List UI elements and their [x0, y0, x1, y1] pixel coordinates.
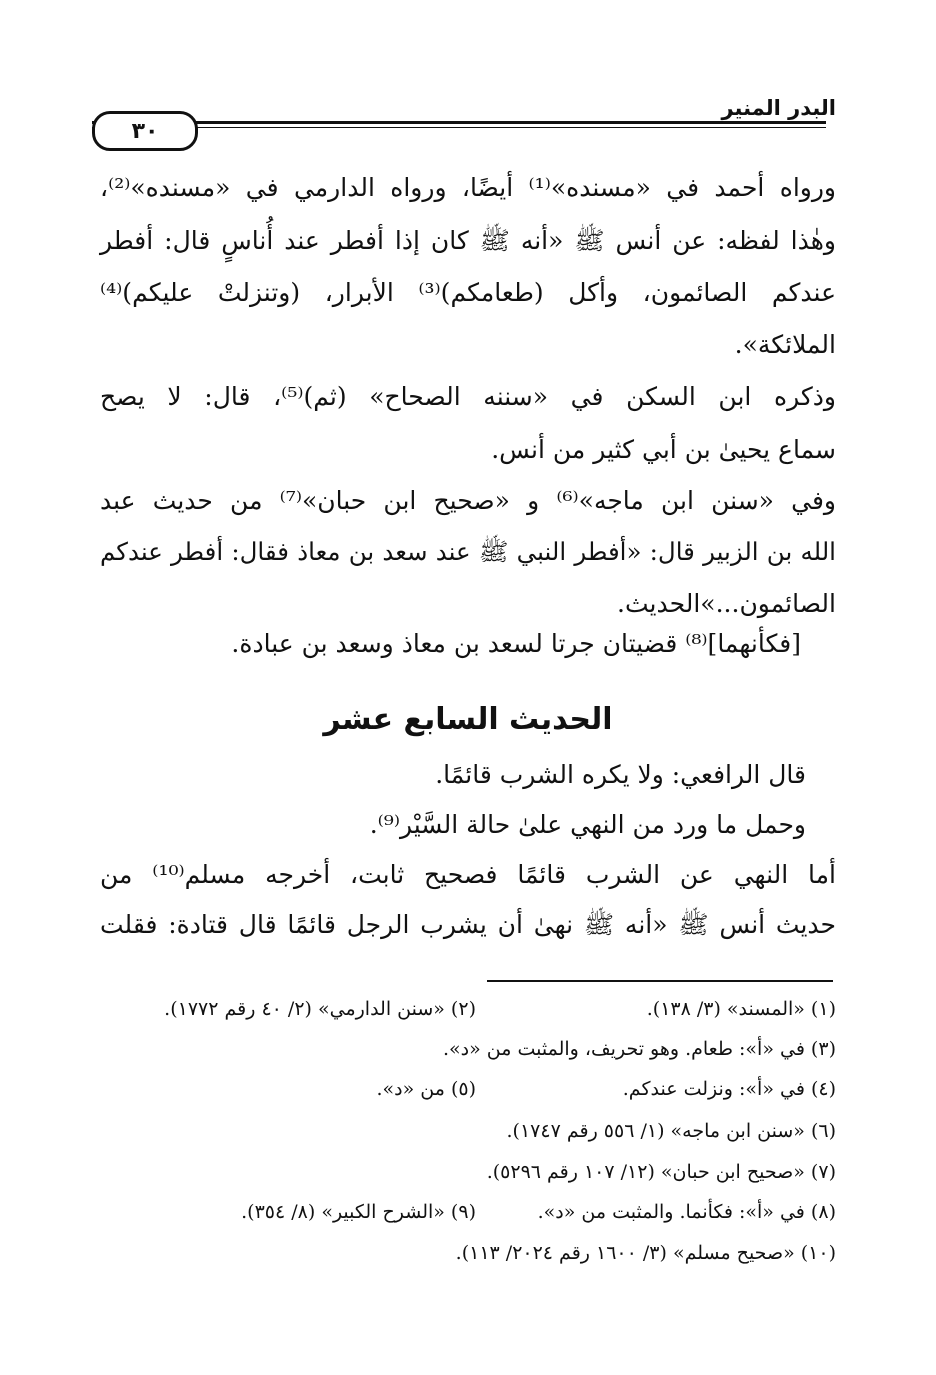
body-line: وفي «سنن ابن ماجه»⁽⁶⁾ و «صحيح ابن حبان»⁽⁷⁾ من حديث عبد: [100, 486, 836, 515]
body-line: حديث أنس ﷺ «أنه ﷺ نهىٰ أن يشرب الرجل قائمًا قال قتادة: فقلت: [100, 910, 836, 939]
footnote: (١٠) «صحيح مسلم» (٣/ ١٦٠٠ رقم ٢٠٢٤/ ١١٣).: [455, 1242, 836, 1264]
body-line: عندكم الصائمون، وأكل (طعامكم)⁽³⁾ الأبرار، (وتنزلتْ عليكم)⁽⁴⁾: [100, 278, 836, 307]
footnote: (٣) في «أ»: طعام. وهو تحريف، والمثبت من «د».: [443, 1038, 836, 1060]
body-line: [فكأنهما]⁽⁸⁾ قضيتان جرتا لسعد بن معاذ وسعد بن عبادة.: [231, 629, 801, 658]
header-rule-thin: [92, 127, 826, 128]
body-line: الله بن الزبير قال: «أفطر النبي ﷺ عند سعد بن معاذ فقال: أفطر عندكم: [100, 537, 836, 566]
body-line: وذكره ابن السكن في «سننه الصحاح» (ثم)⁽⁵⁾، قال: لا يصح: [100, 382, 836, 411]
body-line: أما النهي عن الشرب قائمًا فصحيح ثابت، أخرجه مسلم⁽¹⁰⁾ من: [100, 860, 836, 889]
footnote: (٤) في «أ»: ونزلت عندكم.: [622, 1078, 836, 1100]
footnote: (٦) «سنن ابن ماجه» (١/ ٥٥٦ رقم ١٧٤٧).: [506, 1120, 836, 1142]
body-line: وهٰذا لفظه: عن أنس ﷺ «أنه ﷺ كان إذا أفطر عند أُناسٍ قال: أفطر: [100, 226, 836, 255]
footnote: (٢) «سنن الدارمي» (٢/ ٤٠ رقم ١٧٧٢).: [164, 998, 476, 1020]
body-line: ورواه أحمد في «مسنده»⁽¹⁾ أيضًا، ورواه الدارمي في «مسنده»⁽²⁾،: [100, 173, 836, 202]
running-title: البدر المنير: [721, 96, 836, 120]
body-line: وحمل ما ورد من النهي علىٰ حالة السَّيْر⁽⁹⁾.: [369, 810, 806, 839]
body-line: سماع يحيىٰ بن أبي كثير من أنس.: [491, 435, 836, 464]
footnote: (٨) في «أ»: فكأنما. والمثبت من «د».: [537, 1201, 836, 1223]
body-line: الصائمون...»الحديث.: [617, 589, 836, 618]
body-line: قال الرافعي: ولا يكره الشرب قائمًا.: [435, 760, 806, 789]
header-rule: [92, 121, 826, 124]
body-line: الملائكة».: [734, 330, 836, 359]
footnote: (١) «المسند» (٣/ ١٣٨).: [646, 998, 836, 1020]
footnote: (٧) «صحيح ابن حبان» (١٢/ ١٠٧ رقم ٥٢٩٦).: [486, 1161, 836, 1183]
footnote-rule: [487, 980, 833, 982]
footnote: (٥) من «د».: [376, 1078, 476, 1100]
footnote: (٩) «الشرح الكبير» (٨/ ٣٥٤).: [241, 1201, 476, 1223]
section-heading: الحديث السابع عشر: [323, 702, 613, 737]
page-number: ٣٠: [92, 111, 198, 151]
